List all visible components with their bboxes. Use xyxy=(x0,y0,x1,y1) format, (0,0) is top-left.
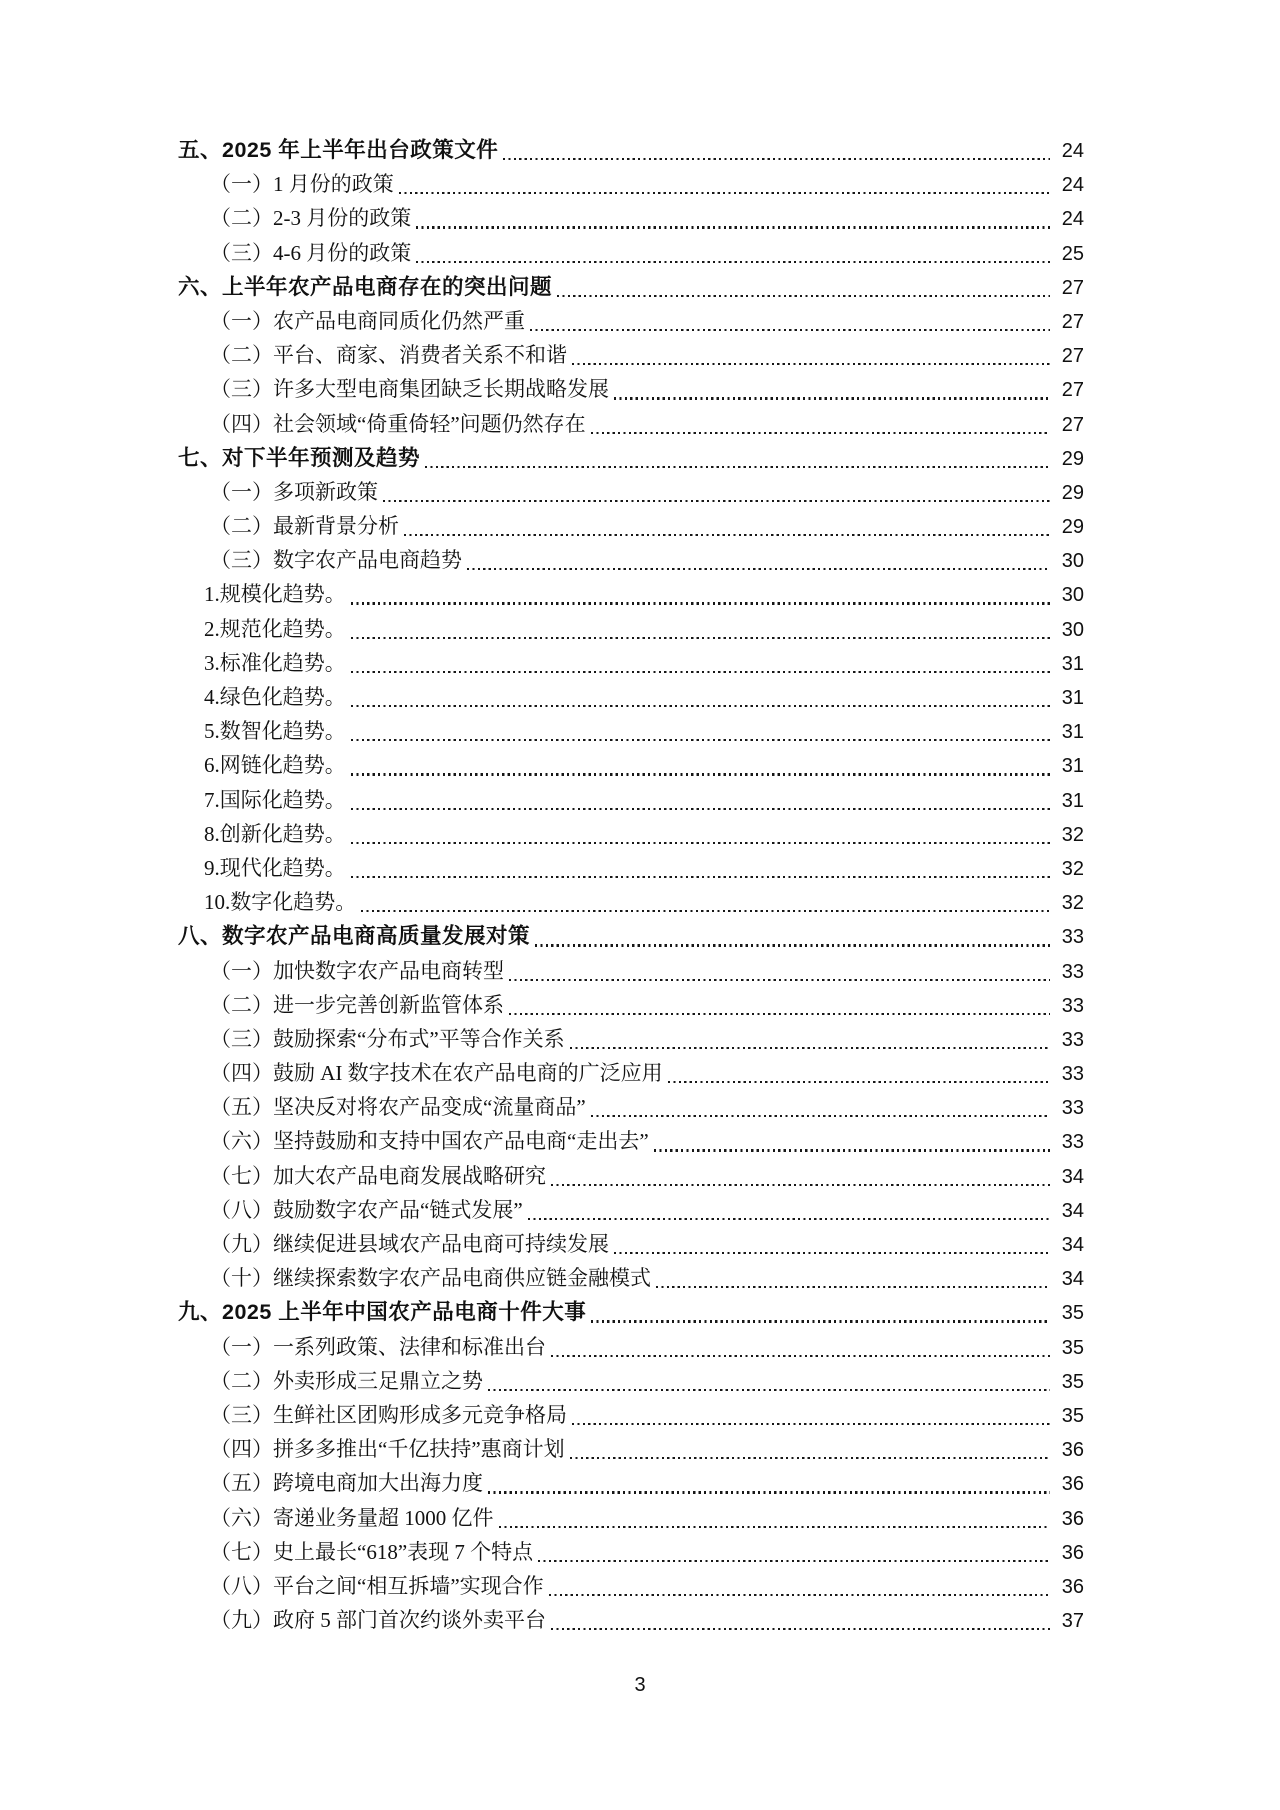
toc-entry-title[interactable]: 7.国际化趋势。 xyxy=(204,787,346,812)
table-of-contents xyxy=(178,133,1084,1637)
toc-entry-title[interactable]: （一）农产品电商同质化仍然严重 xyxy=(210,308,525,333)
toc-entry[interactable] xyxy=(178,714,1084,748)
toc-page-number: 31 xyxy=(1061,652,1084,675)
toc-leader-dots xyxy=(425,441,1050,475)
toc-leader-dots xyxy=(530,304,1050,338)
toc-entry[interactable] xyxy=(178,1603,1084,1637)
toc-page-number: 33 xyxy=(1061,926,1084,949)
toc-leader-dots xyxy=(551,1603,1050,1637)
toc-entry-title[interactable]: （三）鼓励探索“分布式”平等合作关系 xyxy=(210,1026,565,1051)
toc-leader-dots xyxy=(361,885,1050,919)
toc-leader-dots xyxy=(509,954,1050,988)
toc-entry[interactable] xyxy=(178,1535,1084,1569)
toc-entry-title[interactable]: （十）继续探索数字农产品电商供应链金融模式 xyxy=(210,1266,651,1291)
toc-entry[interactable] xyxy=(178,509,1084,543)
toc-entry[interactable] xyxy=(178,1193,1084,1227)
toc-page-number: 33 xyxy=(1061,994,1084,1017)
toc-entry-title[interactable]: （一）多项新政策 xyxy=(210,479,378,504)
toc-page-number: 29 xyxy=(1061,516,1084,539)
toc-entry[interactable] xyxy=(178,167,1084,201)
toc-entry-title[interactable]: （四）拼多多推出“千亿扶持”惠商计划 xyxy=(210,1437,565,1462)
toc-entry-title[interactable]: 六、上半年农产品电商存在的突出问题 xyxy=(178,274,553,299)
toc-entry-title[interactable]: （一）1 月份的政策 xyxy=(210,172,394,197)
toc-entry[interactable] xyxy=(178,270,1084,304)
toc-entry-title[interactable]: （三）4-6 月份的政策 xyxy=(210,240,412,265)
toc-entry[interactable] xyxy=(178,1466,1084,1500)
toc-entry[interactable] xyxy=(178,1124,1084,1158)
toc-page-number: 34 xyxy=(1061,1234,1084,1256)
toc-leader-dots xyxy=(399,167,1050,201)
toc-leader-dots xyxy=(528,1193,1050,1227)
toc-entry[interactable] xyxy=(178,441,1084,475)
toc-entry[interactable] xyxy=(178,236,1084,270)
toc-leader-dots xyxy=(351,851,1050,885)
toc-leader-dots xyxy=(549,1569,1050,1603)
toc-entry[interactable] xyxy=(178,1159,1084,1193)
toc-entry[interactable] xyxy=(178,646,1084,680)
toc-entry[interactable] xyxy=(178,1364,1084,1398)
toc-entry[interactable] xyxy=(178,407,1084,441)
toc-entry[interactable] xyxy=(178,612,1084,646)
toc-page-number: 34 xyxy=(1061,1268,1084,1291)
toc-entry[interactable] xyxy=(178,1432,1084,1466)
toc-page-number: 31 xyxy=(1061,755,1084,778)
toc-page-number: 35 xyxy=(1061,1302,1084,1325)
toc-entry[interactable] xyxy=(178,577,1084,611)
toc-page-number: 33 xyxy=(1061,1028,1084,1051)
toc-entry-title[interactable]: （三）数字农产品电商趋势 xyxy=(210,548,462,573)
toc-entry[interactable] xyxy=(178,1330,1084,1364)
toc-leader-dots xyxy=(551,1159,1050,1193)
toc-page-number: 30 xyxy=(1061,550,1084,573)
toc-entry[interactable] xyxy=(178,885,1084,919)
toc-leader-dots xyxy=(656,1261,1050,1295)
toc-entry[interactable] xyxy=(178,783,1084,817)
toc-entry[interactable] xyxy=(178,954,1084,988)
toc-leader-dots xyxy=(570,1022,1050,1056)
toc-entry-title[interactable]: （五）坚决反对将农产品变成“流量商品” xyxy=(210,1095,586,1120)
toc-leader-dots xyxy=(570,1432,1050,1466)
toc-page-number: 33 xyxy=(1061,960,1084,983)
toc-leader-dots xyxy=(614,1227,1050,1261)
toc-leader-dots xyxy=(351,680,1050,714)
toc-leader-dots xyxy=(351,748,1050,782)
toc-page-number: 34 xyxy=(1061,1199,1084,1222)
toc-leader-dots xyxy=(654,1124,1050,1158)
toc-page-number: 33 xyxy=(1061,1063,1084,1086)
toc-leader-dots xyxy=(509,988,1050,1022)
toc-leader-dots xyxy=(351,577,1050,611)
toc-leader-dots xyxy=(538,1535,1050,1569)
toc-entry-title[interactable]: （二）进一步完善创新监管体系 xyxy=(210,992,504,1017)
toc-leader-dots xyxy=(404,509,1050,543)
toc-entry-title[interactable]: 1.规模化趋势。 xyxy=(204,582,346,607)
toc-entry[interactable] xyxy=(178,372,1084,406)
toc-leader-dots xyxy=(591,1090,1050,1124)
toc-page-number: 30 xyxy=(1061,618,1084,641)
toc-entry[interactable] xyxy=(178,1056,1084,1090)
toc-entry-title[interactable]: （三）生鲜社区团购形成多元竞争格局 xyxy=(210,1402,567,1427)
toc-entry-title[interactable]: （一）加快数字农产品电商转型 xyxy=(210,958,504,983)
toc-leader-dots xyxy=(591,1295,1050,1329)
toc-entry-title[interactable]: （二）最新背景分析 xyxy=(210,514,399,539)
toc-leader-dots xyxy=(668,1056,1050,1090)
toc-entry-title[interactable]: 6.网链化趋势。 xyxy=(204,753,346,778)
toc-leader-dots xyxy=(351,612,1050,646)
toc-page-number: 35 xyxy=(1061,1336,1084,1359)
toc-leader-dots xyxy=(351,714,1050,748)
toc-entry[interactable] xyxy=(178,1022,1084,1056)
toc-leader-dots xyxy=(416,201,1050,235)
toc-page-number: 27 xyxy=(1061,345,1084,368)
toc-page-number: 35 xyxy=(1061,1404,1084,1427)
toc-entry[interactable] xyxy=(178,133,1084,167)
toc-entry[interactable] xyxy=(178,338,1084,372)
toc-entry[interactable] xyxy=(178,1398,1084,1432)
toc-page-number: 36 xyxy=(1061,1439,1084,1462)
toc-leader-dots xyxy=(503,133,1050,167)
toc-page-number: 31 xyxy=(1061,721,1084,744)
toc-entry[interactable] xyxy=(178,475,1084,509)
toc-page-number: 33 xyxy=(1061,1097,1084,1120)
toc-page-number: 27 xyxy=(1061,413,1084,436)
toc-entry-title[interactable]: （二）外卖形成三足鼎立之势 xyxy=(210,1368,483,1393)
toc-leader-dots xyxy=(551,1330,1050,1364)
toc-leader-dots xyxy=(467,543,1050,577)
toc-entry-title[interactable]: 八、数字农产品电商高质量发展对策 xyxy=(178,924,531,949)
toc-page-number: 24 xyxy=(1061,208,1084,231)
toc-entry-title[interactable]: （五）跨境电商加大出海力度 xyxy=(210,1471,483,1496)
toc-entry-title[interactable]: （九）继续促进县域农产品电商可持续发展 xyxy=(210,1232,609,1256)
toc-leader-dots xyxy=(572,1398,1050,1432)
toc-entry-title[interactable]: （三）许多大型电商集团缺乏长期战略发展 xyxy=(210,377,609,402)
toc-entry[interactable] xyxy=(178,1295,1084,1329)
toc-entry[interactable] xyxy=(178,817,1084,851)
toc-entry[interactable] xyxy=(178,680,1084,714)
toc-entry-title[interactable]: （一）一系列政策、法律和标准出台 xyxy=(210,1334,546,1359)
toc-leader-dots xyxy=(488,1466,1050,1500)
toc-entry-title[interactable]: 2.规范化趋势。 xyxy=(204,616,346,641)
toc-page-number: 31 xyxy=(1061,687,1084,709)
toc-leader-dots xyxy=(499,1501,1051,1535)
toc-leader-dots xyxy=(614,372,1050,406)
toc-entry-title[interactable]: 五、2025 年上半年出台政策文件 xyxy=(178,138,499,162)
toc-leader-dots xyxy=(557,270,1050,304)
toc-page-number: 24 xyxy=(1061,174,1084,197)
toc-page-number: 27 xyxy=(1061,379,1084,402)
toc-entry-title[interactable]: 七、对下半年预测及趋势 xyxy=(178,445,421,470)
toc-entry-title[interactable]: 5.数智化趋势。 xyxy=(204,719,346,744)
toc-entry-title[interactable]: （六）坚持鼓励和支持中国农产品电商“走出去” xyxy=(210,1129,649,1154)
toc-entry[interactable] xyxy=(178,1261,1084,1295)
toc-leader-dots xyxy=(351,646,1050,680)
toc-entry[interactable] xyxy=(178,1090,1084,1124)
toc-page-number: 30 xyxy=(1061,584,1084,607)
toc-leader-dots xyxy=(351,817,1050,851)
toc-page-number: 37 xyxy=(1061,1610,1084,1633)
toc-leader-dots xyxy=(383,475,1050,509)
toc-entry[interactable] xyxy=(178,988,1084,1022)
toc-entry-title[interactable]: 10.数字化趋势。 xyxy=(204,890,357,915)
toc-entry-title[interactable]: （二）2-3 月份的政策 xyxy=(210,206,412,231)
toc-entry-title[interactable]: 4.绿色化趋势。 xyxy=(204,685,346,709)
toc-leader-dots xyxy=(535,919,1050,953)
toc-page-number: 33 xyxy=(1061,1131,1084,1154)
toc-page-number: 36 xyxy=(1061,1575,1084,1598)
toc-entry-title[interactable]: （八）鼓励数字农产品“链式发展” xyxy=(210,1197,523,1222)
toc-page-number: 27 xyxy=(1061,276,1084,299)
toc-leader-dots xyxy=(351,783,1050,817)
toc-leader-dots xyxy=(572,338,1050,372)
toc-page-number: 36 xyxy=(1061,1507,1084,1530)
toc-leader-dots xyxy=(488,1364,1050,1398)
toc-entry-title[interactable]: 3.标准化趋势。 xyxy=(204,650,346,675)
toc-entry-title[interactable]: 九、2025 上半年中国农产品电商十件大事 xyxy=(178,1300,587,1325)
toc-entry-title[interactable]: （四）鼓励 AI 数字技术在农产品电商的广泛应用 xyxy=(210,1061,663,1086)
toc-page-number: 31 xyxy=(1061,789,1084,812)
toc-page-number: 29 xyxy=(1061,481,1084,504)
toc-entry-title[interactable]: （七）史上最长“618”表现 7 个特点 xyxy=(210,1539,534,1564)
toc-page-number: 36 xyxy=(1061,1473,1084,1496)
toc-page-number: 29 xyxy=(1061,447,1084,470)
toc-page-number: 34 xyxy=(1061,1165,1084,1188)
toc-page-number: 32 xyxy=(1061,823,1084,846)
page-footer-number: 3 xyxy=(634,1674,646,1696)
toc-entry-title[interactable]: （七）加大农产品电商发展战略研究 xyxy=(210,1163,546,1188)
toc-leader-dots xyxy=(416,236,1050,270)
toc-entry[interactable] xyxy=(178,1227,1084,1261)
toc-entry-title[interactable]: （二）平台、商家、消费者关系不和谐 xyxy=(210,343,567,368)
toc-entry[interactable] xyxy=(178,1501,1084,1535)
toc-entry[interactable] xyxy=(178,543,1084,577)
toc-page-number: 25 xyxy=(1061,242,1084,265)
toc-entry-title[interactable]: （八）平台之间“相互拆墙”实现合作 xyxy=(210,1573,544,1598)
toc-page-number: 32 xyxy=(1061,857,1084,880)
toc-entry[interactable] xyxy=(178,201,1084,235)
toc-page-number: 35 xyxy=(1061,1370,1084,1393)
toc-entry-title[interactable]: （九）政府 5 部门首次约谈外卖平台 xyxy=(210,1608,546,1633)
toc-entry-title[interactable]: （四）社会领域“倚重倚轻”问题仍然存在 xyxy=(210,411,586,436)
toc-entry-title[interactable]: 9.现代化趋势。 xyxy=(204,855,346,880)
toc-leader-dots xyxy=(591,407,1050,441)
toc-page-number: 24 xyxy=(1061,140,1084,162)
toc-entry[interactable] xyxy=(178,748,1084,782)
toc-entry-title[interactable]: 8.创新化趋势。 xyxy=(204,821,346,846)
toc-entry-title[interactable]: （六）寄递业务量超 1000 亿件 xyxy=(210,1505,494,1530)
toc-page-number: 32 xyxy=(1061,892,1084,915)
toc-entry[interactable] xyxy=(178,851,1084,885)
toc-page-number: 36 xyxy=(1061,1541,1084,1564)
toc-entry[interactable] xyxy=(178,304,1084,338)
toc-entry[interactable] xyxy=(178,919,1084,953)
toc-entry[interactable] xyxy=(178,1569,1084,1603)
toc-page-number: 27 xyxy=(1061,310,1084,333)
